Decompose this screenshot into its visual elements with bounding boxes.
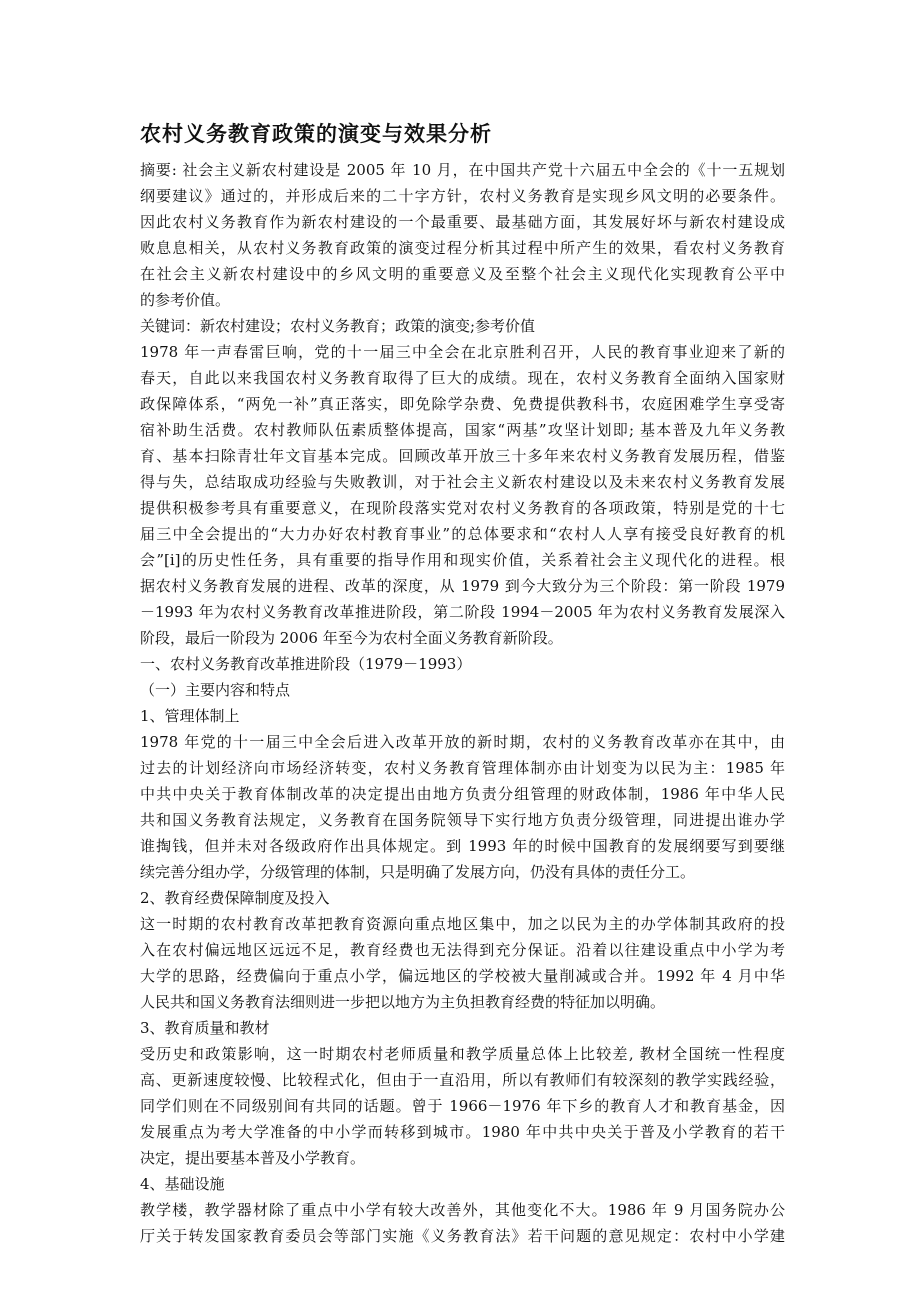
text-line: 续完善分组办学，分级管理的体制，只是明确了发展方向，仍没有具体的责任分工。: [140, 863, 696, 881]
document-body: [140, 157, 785, 1249]
text-line: 4、基础设施: [140, 1175, 225, 1193]
text-line: 春天，自此以来我国农村义务教育取得了巨大的成绩。现在，农村义务教育全面纳入国家财: [140, 369, 785, 387]
text-line: 教学楼，教学器材除了重点中小学有较大改善外，其他变化不大。1986 年 9 月国务院办公: [140, 1201, 785, 1219]
text-line: 大学的思路，经费偏向于重点小学，偏远地区的学校被大量削减或合并。1992 年 4 月中华: [140, 967, 785, 985]
text-line: 中共中央关于教育体制改革的决定提出由地方负责分组管理的财政体制，1986 年中华人民: [140, 785, 785, 803]
text-line: 发展重点为考大学准备的中小学而转移到城市。1980 年中共中央关于普及小学教育的若干: [140, 1123, 785, 1141]
text-line: 纲要建议》通过的，并形成后来的二十字方针，农村义务教育是实现乡风文明的必要条件。: [140, 187, 785, 205]
document-title: 农村义务教育政策的演变与效果分析: [140, 121, 492, 146]
text-line: 厅关于转发国家教育委员会等部门实施《义务教育法》若干问题的意见规定：农村中小学建: [140, 1227, 785, 1245]
text-line: 谁掏钱，但并未对各级政府作出具体规定。到 1993 年的时候中国教育的发展纲要写到要继: [140, 837, 785, 855]
text-line: 的参考价值。: [140, 291, 231, 309]
text-line: 共和国义务教育法规定，义务教育在国务院领导下实行地方负责分级管理，同进提出谁办学: [140, 811, 785, 829]
text-line: 人民共和国义务教育法细则进一步把以地方为主负担教育经费的特征加以明确。: [140, 993, 666, 1011]
text-line: 提供积极参考具有重要意义，在现阶段落实党对农村义务教育的各项政策，特别是党的十七: [140, 499, 785, 517]
text-line: 会”[i]的历史性任务，具有重要的指导作用和现实价值，关系着社会主义现代化的进程。根: [140, 551, 785, 569]
text-line: 受历史和政策影响，这一时期农村老师质量和教学质量总体上比较差, 教材全国统一性程度: [140, 1045, 785, 1063]
text-line: 过去的计划经济向市场经济转变，农村义务教育管理体制亦由计划变为以民为主：1985 年: [140, 759, 785, 777]
text-line: 这一时期的农村教育改革把教育资源向重点地区集中，加之以民为主的办学体制其政府的投: [140, 915, 785, 933]
text-line: 育、基本扫除青壮年文盲基本完成。回顾改革开放三十多年来农村义务教育发展历程，借鉴: [140, 447, 785, 465]
text-line: 决定，提出要基本普及小学教育。: [140, 1149, 366, 1167]
text-line: 关键词：新农村建设；农村义务教育；政策的演变;参考价值: [140, 317, 536, 335]
text-line: 同学们则在不同级别间有共同的话题。曾于 1966－1976 年下乡的教育人才和教育基金，因: [140, 1097, 785, 1115]
text-line: 1978 年党的十一届三中全会后进入改革开放的新时期，农村的义务教育改革亦在其中，由: [140, 733, 785, 751]
text-line: 一、农村义务教育改革推进阶段（1979－1993）: [140, 655, 472, 673]
text-line: （一）主要内容和特点: [140, 681, 291, 699]
text-line: 摘要: 社会主义新农村建设是 2005 年 10 月，在中国共产党十六届五中全会的《十一五规划: [140, 161, 785, 179]
text-line: 阶段，最后一阶段为 2006 年至今为农村全面义务教育新阶段。: [140, 629, 563, 647]
text-line: 在社会主义新农村建设中的乡风文明的重要意义及至整个社会主义现代化实现教育公平中: [140, 265, 785, 283]
text-line: 入在农村偏远地区远远不足，教育经费也无法得到充分保证。沿着以往建设重点中小学为考: [140, 941, 785, 959]
text-line: 据农村义务教育发展的进程、改革的深度，从 1979 到今大致分为三个阶段：第一阶段 1979: [140, 577, 785, 595]
text-line: 败息息相关，从农村义务教育政策的演变过程分析其过程中所产生的效果，看农村义务教育: [140, 239, 785, 257]
text-line: 1、管理体制上: [140, 707, 240, 725]
text-line: －1993 年为农村义务教育改革推进阶段，第二阶段 1994－2005 年为农村义务教育发展深入: [140, 603, 785, 621]
text-line: 因此农村义务教育作为新农村建设的一个最重要、最基础方面，其发展好坏与新农村建设成: [140, 213, 785, 231]
text-line: 届三中全会提出的“大力办好农村教育事业”的总体要求和“农村人人享有接受良好教育的机: [140, 525, 785, 543]
text-line: 高、更新速度较慢、比较程式化，但由于一直沿用，所以有教师们有较深刻的教学实践经验，: [140, 1071, 785, 1089]
text-line: 2、教育经费保障制度及投入: [140, 889, 330, 907]
text-line: 政保障体系，“两免一补”真正落实，即免除学杂费、免费提供教科书，农庭困难学生享受寄: [140, 395, 785, 413]
text-line: 3、教育质量和教材: [140, 1019, 270, 1037]
text-line: 得与失，总结取成功经验与失败教训，对于社会主义新农村建设以及未来农村义务教育发展: [140, 473, 785, 491]
text-line: 宿补助生活费。农村教师队伍素质整体提高，国家“两基”攻坚计划即; 基本普及九年义务教: [140, 421, 785, 439]
text-line: 1978 年一声春雷巨响，党的十一届三中全会在北京胜利召开，人民的教育事业迎来了新的: [140, 343, 785, 361]
